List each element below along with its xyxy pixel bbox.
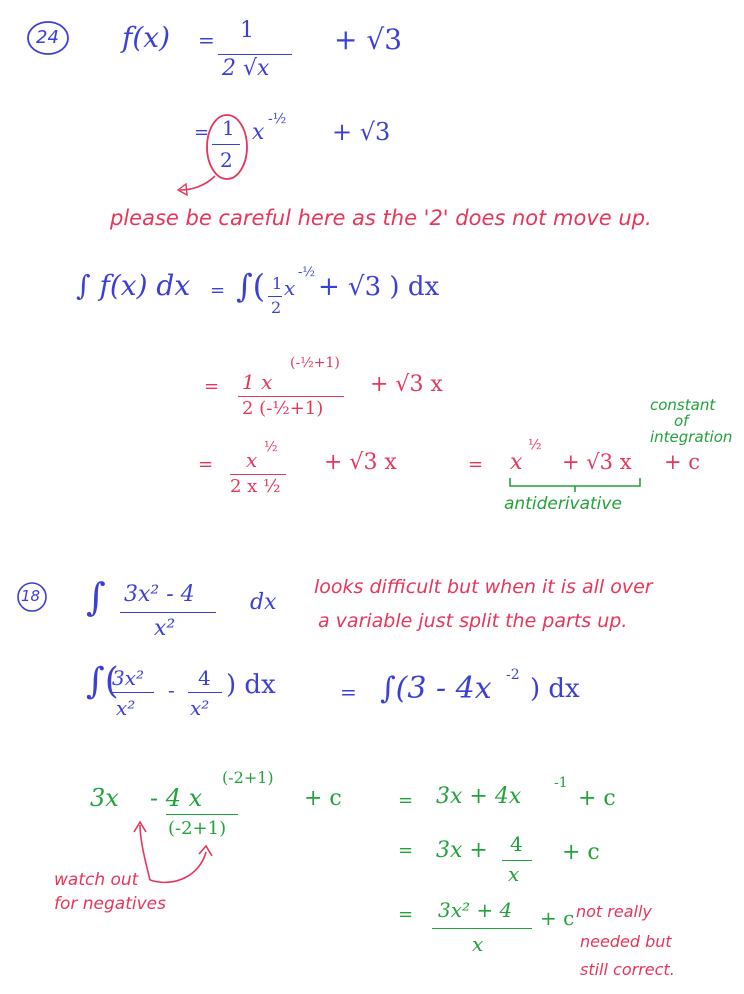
fraction-bar	[218, 54, 292, 55]
res-r1-c: + c	[578, 786, 616, 811]
split-rhs: ∫(3 - 4x	[380, 671, 492, 706]
not-needed-1: not really	[576, 902, 652, 921]
split-num2: 4	[198, 666, 211, 690]
step2-eq: =	[198, 454, 214, 475]
step2-exp: ½	[264, 439, 278, 455]
res-r2-num: 4	[510, 832, 523, 856]
integral-eq: =	[210, 280, 226, 301]
fraction-num: 1	[240, 18, 254, 43]
step2-num: x	[246, 448, 258, 472]
res-r2-a: 3x +	[436, 838, 488, 863]
res-r1-exp: -1	[554, 775, 568, 791]
x-term: x	[252, 120, 265, 145]
watch-note-1: watch out	[54, 870, 139, 890]
step2-eq2: =	[468, 454, 484, 475]
final-x: x	[510, 450, 523, 475]
half-bar	[212, 144, 240, 145]
question-number: 24	[36, 27, 59, 48]
half-num: 1	[222, 116, 235, 140]
integral-rhs-x: x	[284, 276, 296, 300]
res-minus: - 4 x	[150, 784, 203, 812]
split-rhs-exp: -2	[506, 667, 520, 683]
final-c: + c	[664, 450, 701, 474]
res-r1: 3x + 4x	[436, 784, 522, 809]
q18-note-1: looks difficult but when it is all over	[314, 576, 653, 598]
res-r2-den: x	[508, 862, 520, 886]
split-open: ∫(	[86, 661, 119, 702]
watch-note-2: for negatives	[54, 894, 166, 914]
step2-rest: + √3 x	[324, 450, 397, 475]
q18-bar	[120, 612, 216, 613]
red-arrow	[180, 176, 215, 190]
res-bar	[166, 814, 238, 815]
antiderivative-brace	[510, 478, 640, 492]
final-exp: ½	[528, 437, 542, 453]
res-exp: (-2+1)	[222, 768, 274, 787]
question-18-number: 18	[21, 587, 41, 605]
res-r3-c: + c	[540, 906, 575, 930]
res-c: + c	[304, 786, 342, 811]
step1-eq: =	[204, 376, 220, 397]
step1-num: 1 x	[242, 370, 273, 394]
plus-root3-2: + √3	[332, 118, 391, 146]
res-r2-bar	[502, 860, 532, 861]
res-eq3: =	[398, 904, 414, 925]
fx-label: f(x)	[122, 21, 171, 54]
fraction-den: 2 √x	[222, 56, 270, 81]
constant-label-2: of	[674, 412, 689, 430]
q18-den: x²	[154, 616, 176, 641]
integral-rhs-num: 1	[272, 274, 283, 293]
watch-arrow-1	[140, 825, 150, 880]
x-exponent: -½	[268, 111, 287, 127]
equals-2: =	[194, 122, 210, 143]
q18-num: 3x² - 4	[124, 582, 195, 607]
not-needed-3: still correct.	[580, 960, 675, 979]
split-num1: 3x²	[112, 666, 145, 690]
split-den1: x²	[116, 696, 136, 720]
equals: =	[198, 28, 215, 52]
not-needed-2: needed but	[580, 932, 672, 951]
split-bar2	[188, 692, 222, 693]
antiderivative-label: antiderivative	[504, 494, 622, 514]
integral-rhs-den: 2	[271, 298, 282, 317]
integral-rhs-bar	[268, 296, 282, 297]
q18-dx: dx	[250, 590, 277, 615]
constant-label-1: constant	[650, 396, 716, 414]
integral-rhs-rest: + √3 ) dx	[318, 272, 440, 302]
final-rest: + √3 x	[562, 450, 632, 474]
split-bar1	[110, 692, 154, 693]
step2-bar	[230, 474, 286, 475]
step2-den: 2 x ½	[230, 476, 281, 497]
res-r3-den: x	[472, 932, 484, 956]
integral-rhs-exp: -½	[298, 265, 315, 280]
res-r2-c: + c	[562, 840, 600, 865]
split-minus: -	[168, 678, 175, 702]
res-eq2: =	[398, 840, 414, 861]
watch-arrow-2	[150, 852, 206, 882]
split-rhs-close: ) dx	[530, 674, 580, 704]
step1-den: 2 (-½+1)	[242, 398, 324, 419]
res-r3-bar	[432, 928, 532, 929]
res-den: (-2+1)	[168, 818, 227, 839]
res-r3-num: 3x² + 4	[438, 898, 513, 922]
q18-note-2: a variable just split the parts up.	[318, 610, 628, 632]
step1-rest: + √3 x	[370, 372, 443, 397]
res-eq1: =	[398, 790, 414, 811]
q18-int-sign: ∫	[86, 575, 106, 619]
constant-label-3: integration	[650, 428, 733, 446]
split-eq: =	[340, 680, 357, 704]
split-den2: x²	[190, 696, 210, 720]
careful-note: please be careful here as the '2' does not move up.	[110, 206, 652, 230]
step1-exp: (-½+1)	[290, 355, 340, 371]
integral-lhs: ∫ f(x) dx	[76, 269, 191, 302]
split-close: ) dx	[226, 670, 276, 700]
integral-rhs-open: ∫(	[236, 267, 266, 305]
res-3x: 3x	[90, 784, 119, 812]
half-den: 2	[220, 148, 233, 172]
step1-bar	[238, 396, 344, 397]
plus-root3: + √3	[334, 23, 403, 56]
